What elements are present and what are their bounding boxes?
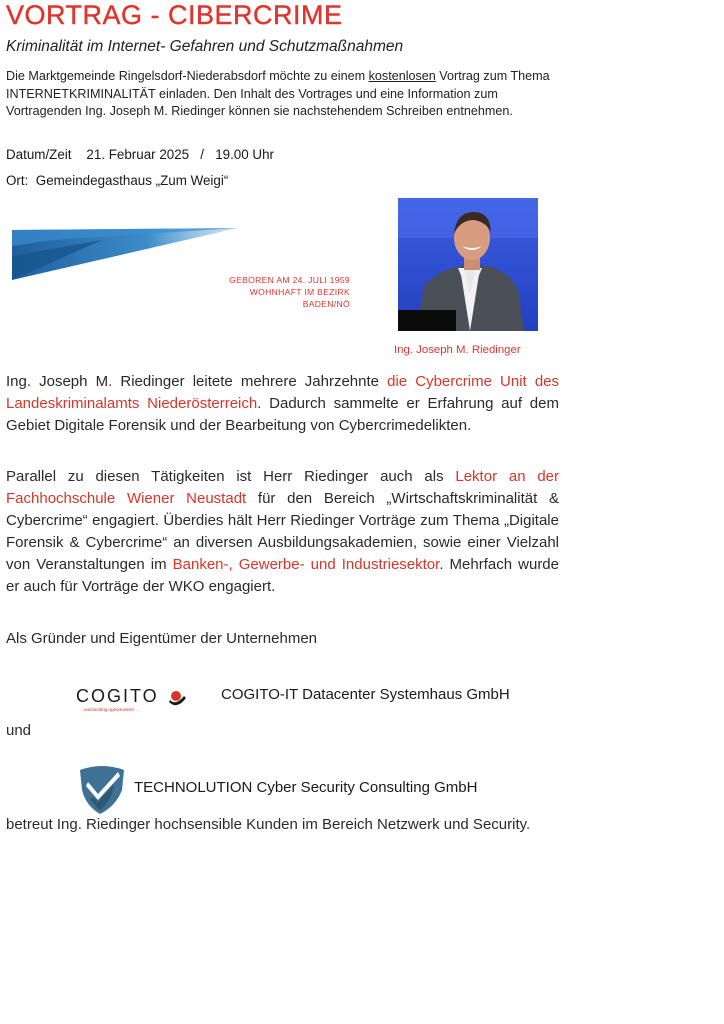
page-subtitle: Kriminalität im Internet- Gefahren und Schutzmaßnahmen <box>6 38 404 55</box>
svg-text:outstanding opportunities ...: outstanding opportunities ... <box>84 707 140 712</box>
highlight-lektor: Lektor an der Fachhochschule Wiener Neustadt <box>6 468 560 507</box>
founder-intro: Als Gründer und Eigentümer der Unternehmen <box>6 630 318 647</box>
highlight-cybercrime-unit: die Cybercrime Unit des Landeskriminalamts Niederösterreich <box>6 373 560 412</box>
event-time: 19.00 Uhr <box>215 147 274 162</box>
event-location <box>6 173 228 188</box>
datum-label: Datum/Zeit <box>6 147 72 162</box>
residence-line: WOHNHAFT IM BEZIRK BADEN/NÖ <box>249 287 350 309</box>
free-underline: kostenlosen <box>368 69 436 83</box>
and-text: und <box>6 722 32 739</box>
speaker-photo <box>398 198 538 331</box>
born-line: GEBOREN AM 24. JULI 1959 <box>229 275 350 285</box>
date-time-separator: / <box>200 147 205 162</box>
location-name: Gemeindegasthaus „Zum Weigi“ <box>35 173 229 188</box>
closing-paragraph: betreut Ing. Riedinger hochsensible Kunden im Bereich Netzwerk und Security. <box>6 816 531 833</box>
highlight-sectors: Banken-, Gewerbe- und Industriesektor <box>172 556 440 573</box>
cogito-logo <box>76 684 216 714</box>
intro-paragraph: Die Marktgemeinde Ringelsdorf-Niederabsdorf möchte zu einem kostenlosen Vortrag zum Thema INTERNETKRIMINALITÄT einladen. Den Inhalt des Vortrages und eine Information zum Vortragenden Ing. Joseph M. Riedinger können sie nachstehendem Schreiben entnehmen. <box>6 69 550 119</box>
ort-label: Ort: <box>6 173 29 188</box>
event-date: 21. Februar 2025 <box>86 147 190 162</box>
event-datetime <box>6 147 274 162</box>
technolution-company-name: TECHNOLUTION Cyber Security Consulting GmbH <box>134 779 478 796</box>
speaker-caption: Ing. Joseph M. Riedinger <box>394 344 521 356</box>
speaker-birth-info <box>200 274 350 310</box>
cogito-company-name: COGITO-IT Datacenter Systemhaus GmbH <box>221 686 510 703</box>
svg-text:COGITO: COGITO <box>76 686 159 706</box>
bio-paragraph-2: Parallel zu diesen Tätigkeiten ist Herr Riedinger auch als Lektor an der Fachhochschule Wiener Neustadt für den Bereich „Wirtschaftskriminalität & Cybercrime“ engagiert. Überdies hält Herr Riedinger Vorträge zum Thema „Digitale Forensik & Cybercrime“ an diversen Ausbildungsakademien, sowie einer Vielzahl von Veranstaltungen im Banken-, Gewerbe- und Industriesektor. Mehrfach wurde er auch für Vorträge der WKO engagiert. <box>6 468 560 595</box>
page-title: VORTRAG - CIBERCRIME <box>6 0 343 30</box>
technolution-shield-logo <box>76 764 128 816</box>
bio-paragraph-1: Ing. Joseph M. Riedinger leitete mehrere Jahrzehnte die Cybercrime Unit des Landeskriminalamts Niederösterreich. Dadurch sammelte er Erfahrung auf dem Gebiet Digitale Forensik und der Bearbeitung von Cybercrimedelikten. <box>6 373 560 434</box>
